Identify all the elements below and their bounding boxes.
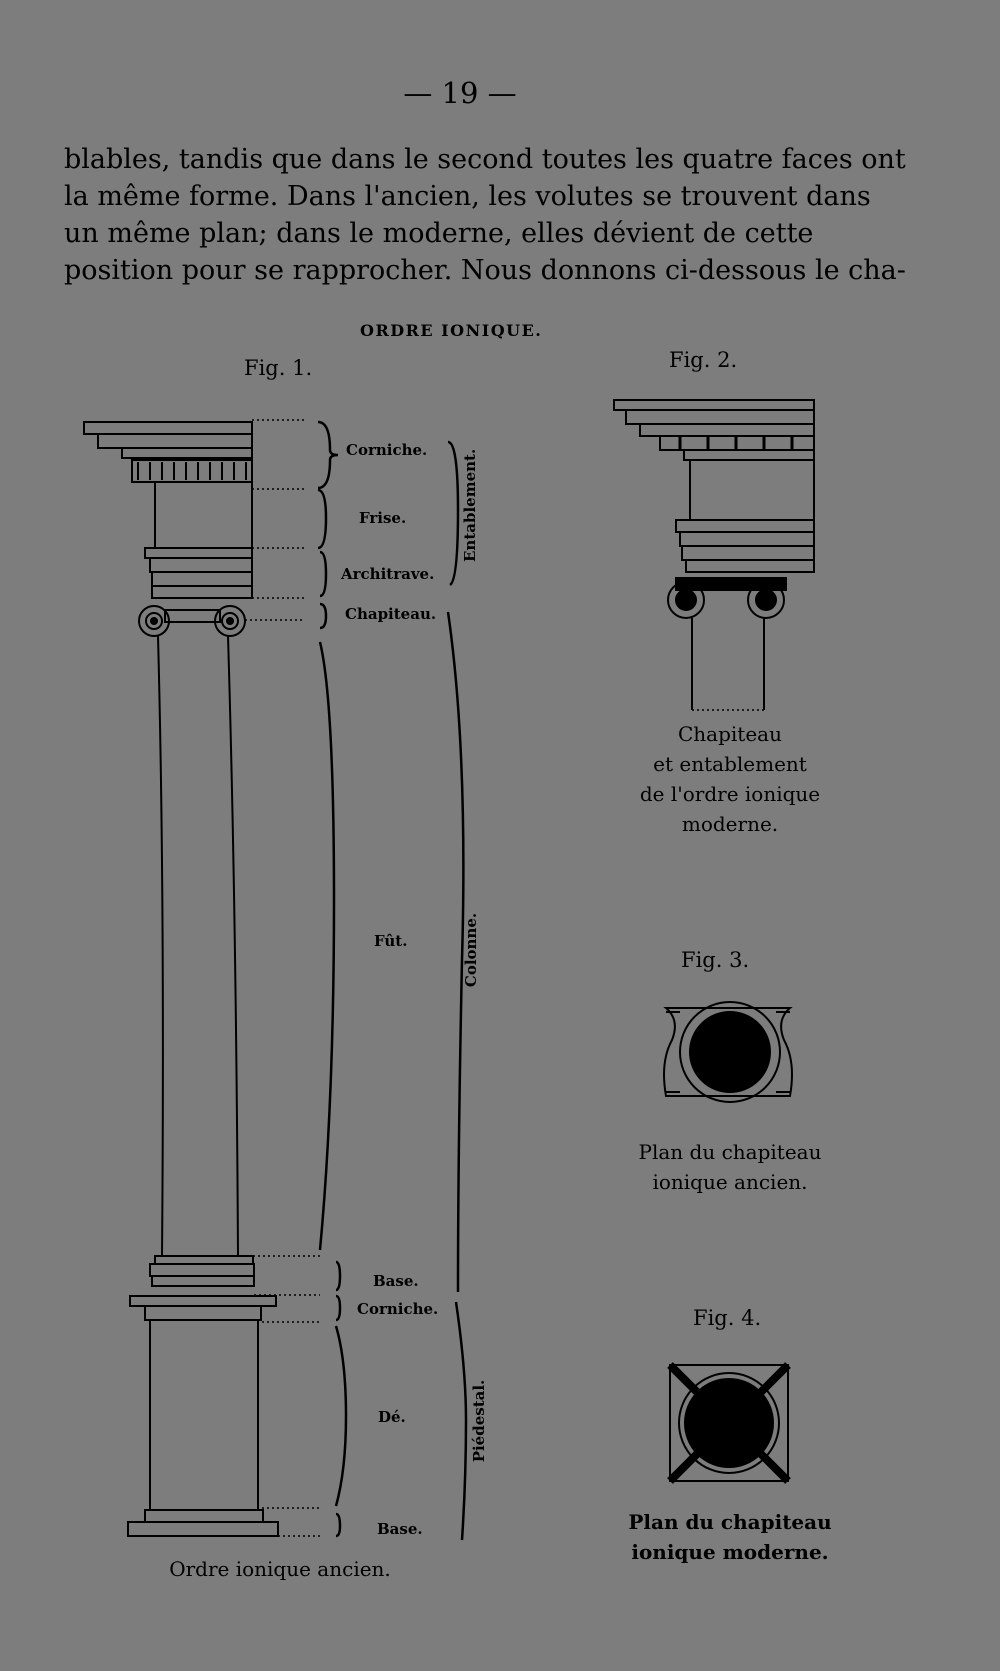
fig4-drawing <box>670 1365 788 1481</box>
fig1-entablement-drawing <box>84 422 252 598</box>
fig1-shaft-drawing <box>158 636 238 1256</box>
caption-line: et entablement <box>653 752 807 776</box>
caption-line: Plan du chapiteau <box>638 1140 822 1164</box>
fig4-label: Fig. 4. <box>693 1306 762 1330</box>
label-base: Base. <box>373 1272 419 1290</box>
fig1-capital-drawing <box>139 606 245 636</box>
caption-line: ionique ancien. <box>652 1170 808 1194</box>
caption-line: moderne. <box>681 812 779 836</box>
label-entablement: Entablement. <box>461 448 479 562</box>
fig4-caption <box>600 1507 860 1567</box>
caption-line: Plan du chapiteau <box>628 1510 832 1534</box>
fig1-base-drawing <box>130 1256 276 1306</box>
label-corniche: Corniche. <box>346 441 428 459</box>
caption-line: de l'ordre ionique <box>639 782 821 806</box>
page-number: — 19 — <box>403 76 517 110</box>
paragraph-line: blables, tandis que dans le second toutes les quatre faces ont <box>64 144 906 175</box>
fig2-drawing <box>614 400 814 710</box>
fig2-label: Fig. 2. <box>669 348 738 372</box>
fig1-leader-lines <box>238 420 320 1536</box>
fig3-caption <box>600 1137 860 1197</box>
fig1-pedestal-drawing <box>128 1306 278 1536</box>
label-frise: Frise. <box>359 509 407 527</box>
fig3-drawing <box>664 1002 792 1102</box>
paragraph-line: un même plan; dans le moderne, elles dévient de cette <box>64 218 814 249</box>
label-fut: Fût. <box>374 932 408 950</box>
label-chapiteau: Chapiteau. <box>345 605 437 623</box>
fig1-braces <box>318 422 466 1540</box>
fig1-label: Fig. 1. <box>244 356 313 380</box>
label-piedestal: Piédestal. <box>470 1379 488 1463</box>
fig2-caption <box>600 719 860 839</box>
caption-line: Chapiteau <box>678 722 782 746</box>
label-corniche-pedestal: Corniche. <box>357 1300 439 1318</box>
paragraph-line: position pour se rapprocher. Nous donnons ci-dessous le cha- <box>64 255 906 286</box>
paragraph-line: la même forme. Dans l'ancien, les volutes se trouvent dans <box>64 181 871 212</box>
label-base-pedestal: Base. <box>377 1520 423 1538</box>
label-colonne: Colonne. <box>462 912 480 988</box>
label-architrave: Architrave. <box>341 565 435 583</box>
fig1-caption: Ordre ionique ancien. <box>169 1557 391 1581</box>
caption-line: ionique moderne. <box>631 1540 829 1564</box>
fig3-label: Fig. 3. <box>681 948 750 972</box>
section-title: ORDRE IONIQUE. <box>360 321 543 340</box>
label-de: Dé. <box>378 1408 406 1426</box>
